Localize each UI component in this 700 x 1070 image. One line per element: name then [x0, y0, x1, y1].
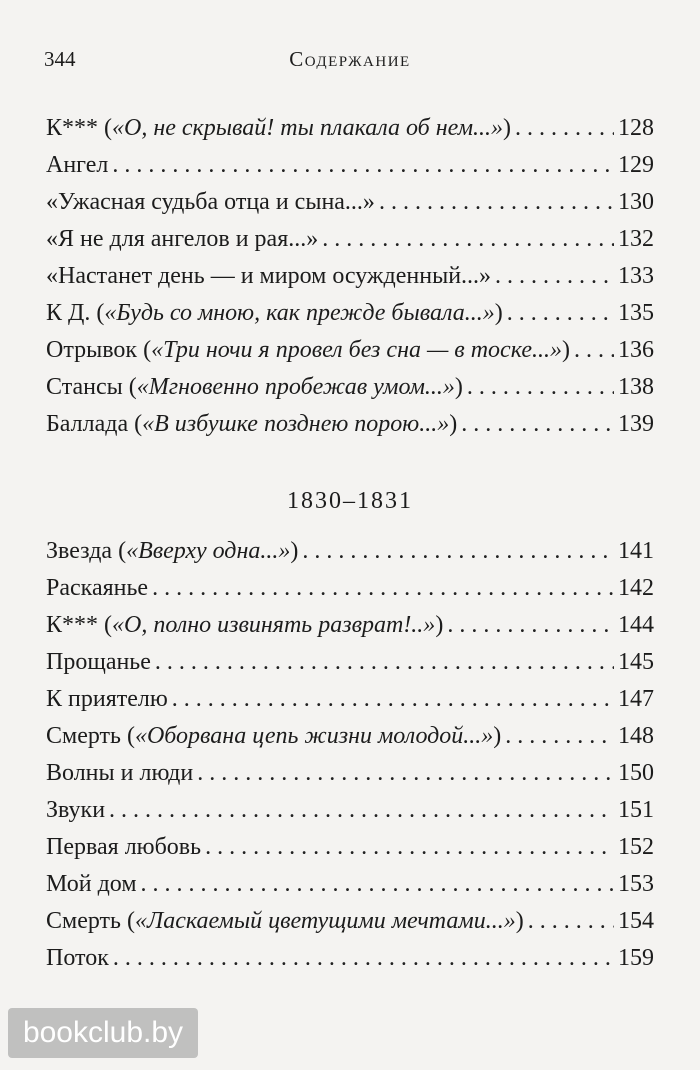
toc-entry [46, 189, 654, 226]
entry-title-text: «Ужасная судьба отца и сына...» [46, 189, 375, 215]
toc-page-number: 138 [618, 374, 654, 400]
toc-page-number: 144 [618, 612, 654, 638]
dot-leader [109, 797, 614, 824]
toc-page-number: 151 [618, 797, 654, 823]
dot-leader [467, 374, 614, 401]
toc-page-number: 136 [618, 337, 654, 363]
entry-title-text: К приятелю [46, 686, 168, 712]
entry-title-text: Смерть ( [46, 723, 135, 749]
entry-first-line-italic: «Оборвана цепь жизни молодой...» [134, 723, 494, 749]
dot-leader [507, 300, 614, 327]
toc-entry [46, 686, 654, 723]
dot-leader [528, 908, 614, 935]
entry-title-text: Поток [46, 945, 109, 971]
toc-page-number: 154 [618, 908, 654, 934]
toc-entry [46, 538, 654, 575]
toc-entry [46, 337, 654, 374]
toc-page-number: 132 [618, 226, 654, 252]
toc-entry-title [46, 797, 105, 824]
toc-entry [46, 760, 654, 797]
entry-closing-paren: ) [494, 300, 503, 326]
toc-entry-title [46, 945, 109, 972]
entry-first-line-italic: «Три ночи я провел без сна — в тоске...» [151, 337, 562, 363]
toc-entry [46, 300, 654, 337]
toc-page-number: 159 [618, 945, 654, 971]
entry-title-text: «Настанет день — и миром осужденный...» [46, 263, 492, 289]
toc-page-number: 139 [618, 411, 654, 437]
toc-entry [46, 797, 654, 834]
entry-closing-paren: ) [493, 723, 502, 749]
entry-first-line-italic: «О, не скрывай! ты плакала об нем...» [112, 115, 504, 141]
page-header [44, 47, 656, 77]
toc-entry-title [46, 152, 108, 179]
entry-title-text: Стансы ( [46, 374, 137, 400]
entry-closing-paren: ) [290, 538, 299, 564]
toc-entry [46, 945, 654, 982]
toc-entry [46, 152, 654, 189]
year-heading: 1830–1831 [287, 488, 413, 514]
dot-leader [322, 226, 614, 253]
dot-leader [205, 834, 614, 861]
toc-entry-title [46, 226, 318, 253]
dot-leader [152, 575, 614, 602]
dot-leader [155, 649, 614, 676]
toc-page-number: 153 [618, 871, 654, 897]
site-watermark: bookclub.by [8, 1008, 198, 1058]
entry-closing-paren: ) [435, 612, 444, 638]
toc-page-number: 148 [618, 723, 654, 749]
dot-leader [172, 686, 614, 713]
toc-entry [46, 115, 654, 152]
toc-entry-title [46, 115, 511, 142]
entry-title-text: Баллада ( [46, 411, 143, 437]
toc-entry [46, 612, 654, 649]
toc-page-number: 147 [618, 686, 654, 712]
entry-title-text: Смерть ( [46, 908, 135, 934]
toc-entry-title [46, 649, 151, 676]
entry-title-text: Ангел [46, 152, 109, 178]
toc-entry-title [46, 575, 148, 602]
entry-first-line-italic: «Мгновенно пробежав умом...» [136, 374, 455, 400]
entry-closing-paren: ) [562, 337, 570, 363]
dot-leader [379, 189, 614, 216]
toc-page-number: 129 [618, 152, 654, 178]
entry-title-text: Первая любовь [46, 834, 202, 860]
dot-leader [515, 115, 614, 142]
entry-title-text: Волны и люди [46, 760, 194, 786]
dot-leader [495, 263, 614, 290]
toc-entry [46, 723, 654, 760]
entry-closing-paren: ) [449, 411, 458, 437]
toc-entry-title [46, 538, 298, 565]
toc-page-number: 130 [618, 189, 654, 215]
dot-leader [447, 612, 614, 639]
dot-leader [113, 945, 614, 972]
entry-title-text: К*** ( [46, 612, 112, 638]
entry-title-text: Отрывок ( [46, 337, 152, 363]
toc-entry [46, 908, 654, 945]
entry-closing-paren: ) [515, 908, 524, 934]
toc-entry [46, 871, 654, 908]
toc-entry-title [46, 612, 443, 639]
toc-entry-title [46, 871, 137, 898]
toc-entry-title [46, 411, 457, 438]
entry-title-text: Раскаянье [46, 575, 149, 601]
toc-entry-title [46, 189, 375, 216]
entry-title-text: К Д. ( [46, 300, 105, 326]
entry-closing-paren: ) [454, 374, 463, 400]
toc-page-number: 141 [618, 538, 654, 564]
entry-closing-paren: ) [503, 115, 512, 141]
entry-first-line-italic: «Будь со мною, как прежде бывала...» [104, 300, 495, 326]
toc-entry-title [46, 908, 524, 935]
entry-title-text: Звезда ( [46, 538, 127, 564]
toc-page-number: 133 [618, 263, 654, 289]
toc-entry [46, 226, 654, 263]
toc-entry-title [46, 374, 463, 401]
entry-first-line-italic: «В избушке позднею порою...» [142, 411, 450, 437]
toc-entry [46, 263, 654, 300]
dot-leader [302, 538, 614, 565]
toc-page-number: 142 [618, 575, 654, 601]
toc-entry-title [46, 686, 168, 713]
toc-entry [46, 411, 654, 448]
toc-section-1830-1831 [46, 538, 654, 982]
toc-section-early [46, 115, 654, 448]
dot-leader [574, 337, 614, 364]
toc-entry-title [46, 300, 503, 327]
entry-first-line-italic: «Вверху одна...» [126, 538, 291, 564]
dot-leader [112, 152, 614, 179]
entry-first-line-italic: «Ласкаемый цветущими мечтами...» [134, 908, 516, 934]
toc-entry-title [46, 263, 491, 290]
toc-entry-title [46, 723, 501, 750]
running-title: Содержание [289, 47, 411, 71]
entry-title-text: Мой дом [46, 871, 137, 897]
dot-leader [461, 411, 614, 438]
entry-title-text: «Я не для ангелов и рая...» [46, 226, 319, 252]
entry-title-text: Прощанье [46, 649, 151, 675]
toc-entry [46, 834, 654, 871]
entry-first-line-italic: «О, полно извинять разврат!..» [112, 612, 436, 638]
toc-entry [46, 374, 654, 411]
toc-page-number: 145 [618, 649, 654, 675]
toc-page-number: 150 [618, 760, 654, 786]
toc-entry-title [46, 834, 201, 861]
toc-page-number: 128 [618, 115, 654, 141]
entry-title-text: К*** ( [46, 115, 112, 141]
toc-page-number: 135 [618, 300, 654, 326]
dot-leader [197, 760, 614, 787]
toc-entry [46, 575, 654, 612]
dot-leader [141, 871, 614, 898]
entry-title-text: Звуки [46, 797, 106, 823]
toc-entry [46, 649, 654, 686]
dot-leader [505, 723, 614, 750]
toc-page-number: 152 [618, 834, 654, 860]
toc-entry-title [46, 760, 193, 787]
toc-entry-title [46, 337, 570, 364]
page-number: 344 [44, 47, 76, 71]
